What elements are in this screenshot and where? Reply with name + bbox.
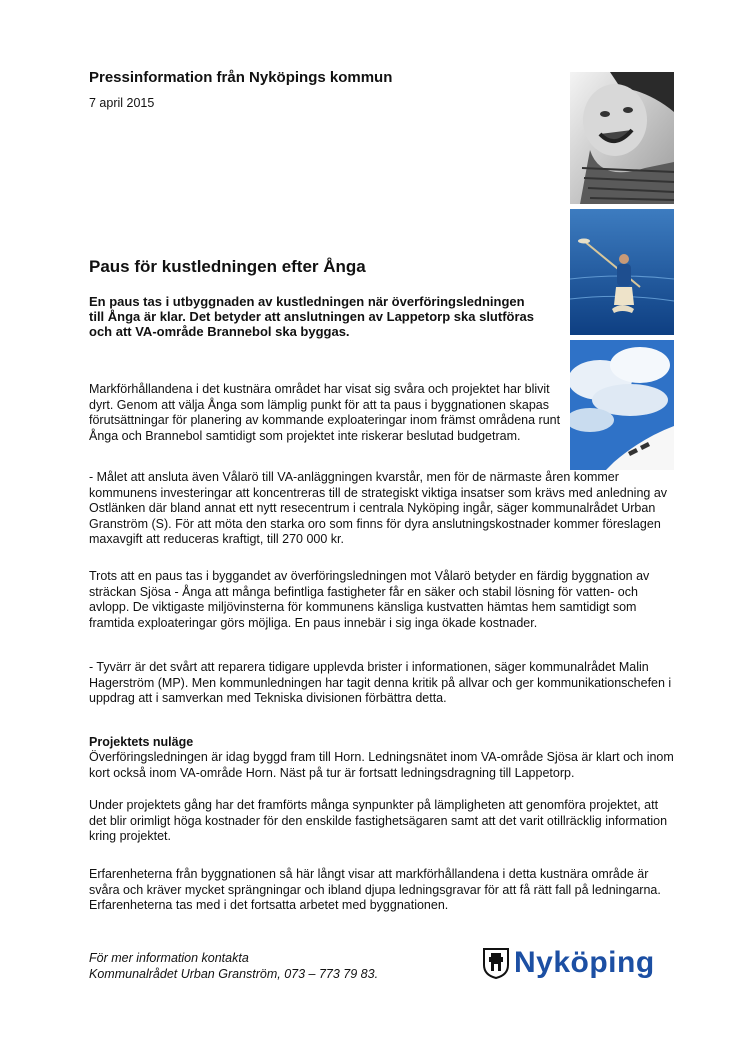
organization-heading: Pressinformation från Nyköpings kommun [89, 69, 393, 86]
coat-of-arms-icon [482, 947, 510, 979]
contact-info [89, 950, 378, 982]
paragraph-3: Trots att en paus tas i byggandet av överföringsledningen mot Vålarö betyder en färdig byggnation av sträckan Sjösa - Ånga att många befintliga fastigheter får en säker och stabil lösning för vatten- och avlopp. De viktigaste miljövinsterna för kommunens känsliga kustvatten hämtas hem samtidigt som framtida exploateringar görs möjliga. En paus innebär i sig inga ökade kostnader. [89, 569, 650, 630]
photo-column [570, 72, 674, 475]
paragraph-4: - Tyvärr är det svårt att reparera tidigare upplevda brister i informationen, säger kommunalrådet Malin Hagerström (MP). Men kommunledningen har tagit denna kritik på allvar och ger kommunikationschefen i uppdrag att i samverkan med Tekniska divisionen förbättra detta. [89, 660, 672, 705]
kayaker-photo [570, 209, 674, 340]
clouds-airplane-photo [570, 340, 674, 475]
paragraph-7: Erfarenheterna från byggnationen så här långt visar att markförhållandena i detta kustnära område är svåra och kräver mycket sprängningar och ibland djupa ledningsgravar för att få rätt fall på ledningarna. Erfarenheterna tas med i det fortsatta arbetet med byggnationen. [89, 867, 661, 912]
child-laughing-photo [570, 72, 674, 209]
contact-line-2: Kommunalrådet Urban Granström, 073 – 773 79 83. [89, 967, 379, 981]
paragraph-6: Under projektets gång har det framförts många synpunkter på lämpligheten att genomföra projektet, att det blir orimligt höga kostnader för den enskilde fastighetsägaren samt att det varit otillräcklig information kring projektet. [89, 798, 668, 843]
paragraph-5: Överföringsledningen är idag byggd fram till Horn. Ledningsnätet inom VA-område Sjösa är klart och inom kort också inom VA-område Horn. Näst på tur är fortsatt ledningsdragning till Lappetorp. [89, 750, 674, 780]
nykoping-logo [482, 946, 655, 980]
section-heading: Projektets nuläge [89, 735, 194, 749]
press-date: 7 april 2015 [89, 96, 155, 110]
contact-line-1: För mer information kontakta [89, 951, 249, 965]
article-lead: En paus tas i utbyggnaden av kustledningen när överföringsledningen till Ånga är klar. Det betyder att anslutningen av Lappetorp ska slutföras och att VA-område Brannebol ska byggas. [89, 294, 534, 339]
article-title: Paus för kustledningen efter Ånga [89, 257, 366, 276]
paragraph-1: Markförhållandena i det kustnära området har visat sig svåra och projektet har blivit dyrt. Genom att välja Ånga som lämplig punkt för att ta paus i byggnationen skapas förutsättningar för planering av kommande exploateringar inom främst områdena runt Ånga och Brannebol samtidigt som projektet inte riskerar beslutad budgetram. [89, 382, 561, 443]
paragraph-2: - Målet att ansluta även Vålarö till VA-anläggningen kvarstår, men för de närmaste åren kommer kommunens investeringar att koncentreras till de strategiskt viktiga insatser som krävs med anledning av Ostlänken där bland annat ett nytt resecentrum i centrala Nyköping ingår, säger kommunalrådet Urban Granström (S). För att möta den starka oro som finns för dyra anslutningskostnader kommer föreslagen maxavgift att reduceras kraftigt, till 270 000 kr. [89, 470, 668, 546]
logo-text: Nyköping [514, 946, 655, 979]
